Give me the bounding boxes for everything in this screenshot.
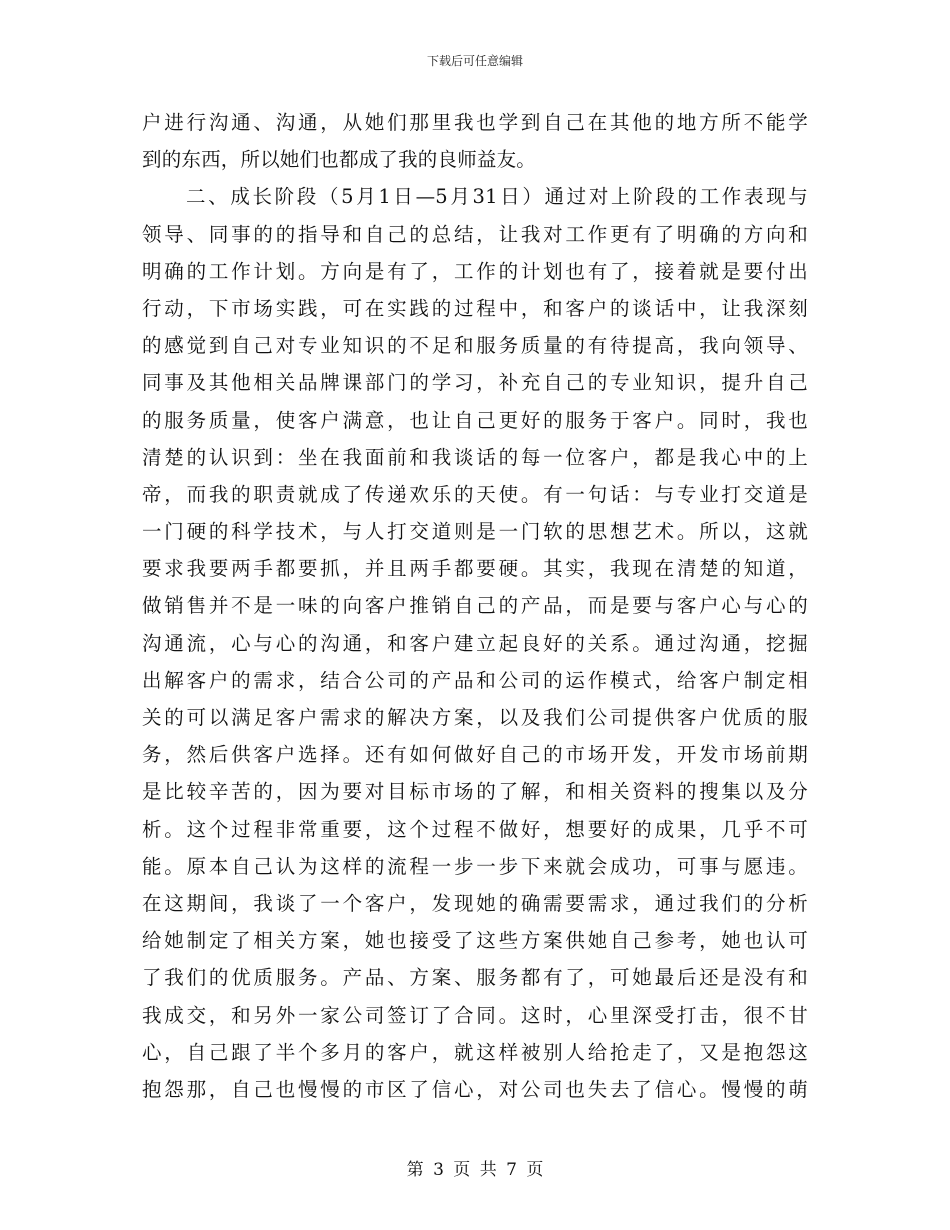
text-line: 关的可以满足客户需求的解决方案，以及我们公司提供客户优质的服	[142, 706, 808, 729]
text-line: 抱怨那，自己也慢慢的市区了信心，对公司也失去了信心。慢慢的萌	[142, 1077, 808, 1101]
text-line: 了我们的优质服务。产品、方案、服务都有了，可她最后还是没有和	[142, 966, 808, 990]
text-line: 帝，而我的职责就成了传递欢乐的天使。有一句话：与专业打交道是	[142, 482, 808, 506]
text-line: 给她制定了相关方案，她也接受了这些方案供她自己参考，她也认可	[142, 929, 808, 953]
text-line: 户进行沟通、沟通，从她们那里我也学到自己在其他的地方所不能学	[142, 111, 808, 134]
page-number-footer: 第 3 页 共 7 页	[406, 1160, 544, 1180]
page-header: 下载后可任意编辑	[426, 54, 523, 68]
text-line: 的服务质量，使客户满意，也让自己更好的服务于客户。同时，我也	[142, 408, 808, 432]
paragraph-2	[142, 178, 808, 1108]
text-line: 在这期间，我谈了一个客户，发现她的确需要需求，通过我们的分析	[142, 891, 808, 915]
text-line: 出解客户的需求，结合公司的产品和公司的运作模式，给客户制定相	[142, 668, 808, 692]
text-line: 行动，下市场实践，可在实践的过程中，和客户的谈话中，让我深刻	[142, 296, 808, 320]
text-line: 要求我要两手都要抓，并且两手都要硬。其实，我现在清楚的知道，	[142, 557, 808, 581]
text-line: 是比较辛苦的，因为要对目标市场的了解，和相关资料的搜集以及分	[142, 780, 808, 804]
text-line: 清楚的认识到：坐在我面前和我谈话的每一位客户，都是我心中的上	[142, 445, 808, 469]
text-line: 我成交，和另外一家公司签订了合同。这时，心里深受打击，很不甘	[142, 1003, 808, 1027]
text-line: 务，然后供客户选择。还有如何做好自己的市场开发，开发市场前期	[142, 743, 808, 767]
text-line: 领导、同事的的指导和自己的总结，让我对工作更有了明确的方向和	[142, 222, 808, 246]
text-line: 析。这个过程非常重要，这个过程不做好，想要好的成果，几乎不可	[142, 817, 808, 841]
paragraph-1	[142, 104, 808, 178]
text-line: 一门硬的科学技术，与人打交道则是一门软的思想艺术。所以，这就	[142, 520, 808, 544]
text-line: 明确的工作计划。方向是有了，工作的计划也有了，接着就是要付出	[142, 259, 808, 283]
text-line: 二、成长阶段（5月1日—5月31日）通过对上阶段的工作表现与	[186, 185, 808, 209]
text-line: 心，自己跟了半个多月的客户，就这样被别人给抢走了，又是抱怨这	[142, 1040, 808, 1064]
text-line: 的感觉到自己对专业知识的不足和服务质量的有待提高，我向领导、	[142, 334, 808, 358]
document-body	[142, 104, 808, 1108]
text-line: 能。原本自己认为这样的流程一步一步下来就会成功，可事与愿违。	[142, 854, 808, 878]
text-line: 同事及其他相关品牌课部门的学习，补充自己的专业知识，提升自己	[142, 371, 808, 395]
text-line: 沟通流，心与心的沟通，和客户建立起良好的关系。通过沟通，挖掘	[142, 631, 808, 655]
text-line: 到的东西，所以她们也都成了我的良师益友。	[142, 148, 537, 172]
text-line: 做销售并不是一味的向客户推销自己的产品，而是要与客户心与心的	[142, 594, 808, 618]
